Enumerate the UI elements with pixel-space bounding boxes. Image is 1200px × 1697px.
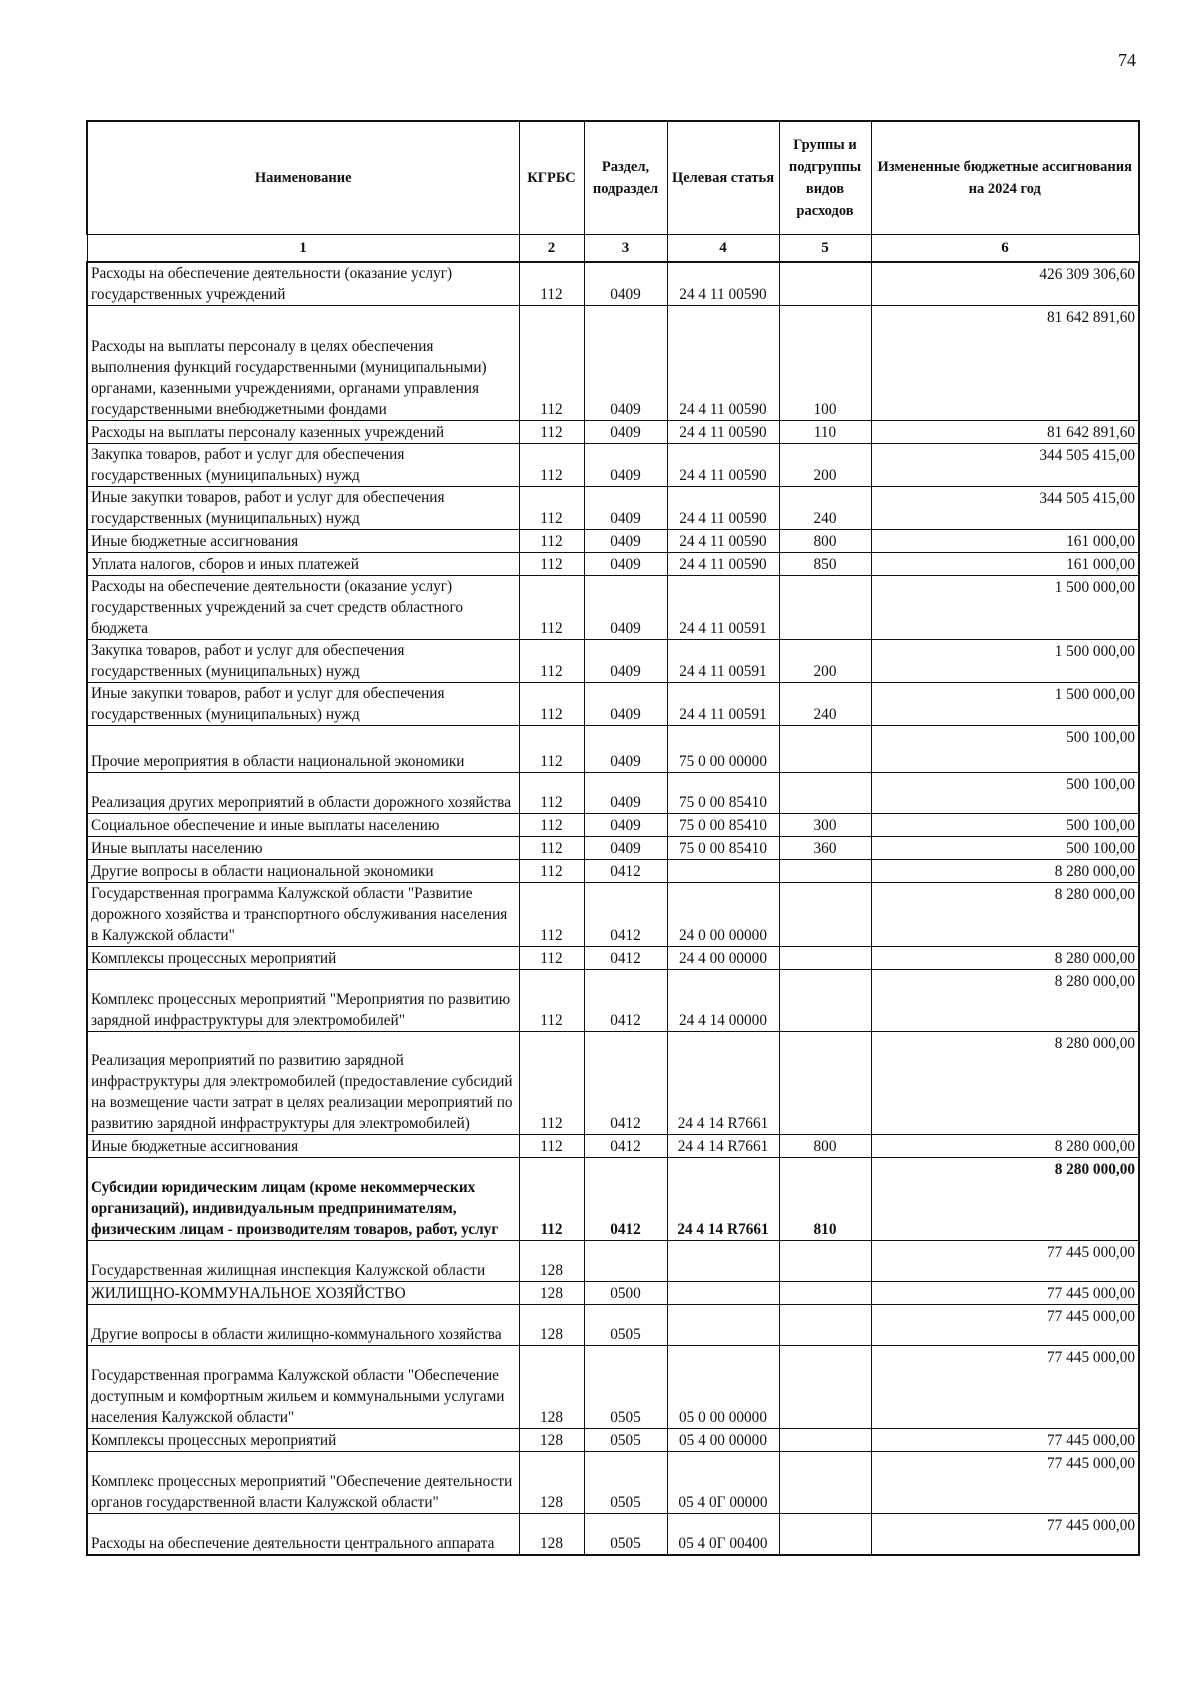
row-article: 75 0 00 85410 — [667, 814, 779, 837]
row-name: Государственная жилищная инспекция Калужской области — [87, 1241, 519, 1282]
row-article: 24 4 14 R7661 — [667, 1135, 779, 1158]
row-amount: 77 445 000,00 — [871, 1514, 1139, 1555]
row-article: 24 4 11 00590 — [667, 262, 779, 306]
table-row — [87, 947, 1139, 970]
row-section: 0505 — [584, 1346, 667, 1429]
row-article: 24 4 11 00591 — [667, 576, 779, 640]
row-kgrbs: 112 — [519, 773, 584, 814]
row-article: 24 4 11 00590 — [667, 421, 779, 444]
header-number: 2 — [519, 235, 584, 263]
row-section: 0412 — [584, 883, 667, 947]
row-section: 0500 — [584, 1282, 667, 1305]
table-row — [87, 1158, 1139, 1241]
table-row — [87, 553, 1139, 576]
row-amount: 161 000,00 — [871, 553, 1139, 576]
row-amount: 77 445 000,00 — [871, 1241, 1139, 1282]
table-row — [87, 444, 1139, 487]
row-section: 0505 — [584, 1514, 667, 1555]
row-group: 800 — [779, 530, 871, 553]
row-amount: 81 642 891,60 — [871, 421, 1139, 444]
header-row — [87, 121, 1139, 235]
row-kgrbs: 112 — [519, 576, 584, 640]
table-row — [87, 1305, 1139, 1346]
page-number: 74 — [1118, 50, 1136, 70]
row-kgrbs: 128 — [519, 1282, 584, 1305]
header-number: 4 — [667, 235, 779, 263]
table-row — [87, 262, 1139, 306]
row-group: 110 — [779, 421, 871, 444]
row-article: 24 4 14 00000 — [667, 970, 779, 1032]
row-name: Закупка товаров, работ и услуг для обеспечения государственных (муниципальных) нужд — [87, 640, 519, 683]
row-amount: 77 445 000,00 — [871, 1346, 1139, 1429]
row-kgrbs: 112 — [519, 306, 584, 421]
row-section: 0412 — [584, 970, 667, 1032]
row-article: 24 4 14 R7661 — [667, 1158, 779, 1241]
row-article — [667, 1241, 779, 1282]
row-amount: 8 280 000,00 — [871, 1135, 1139, 1158]
row-section: 0409 — [584, 530, 667, 553]
row-name: Расходы на обеспечение деятельности (оказание услуг) государственных учреждений за счет средств областного бюджета — [87, 576, 519, 640]
header-amount: Измененные бюджетные ассигнования на 2024 год — [871, 121, 1139, 235]
row-section: 0409 — [584, 553, 667, 576]
table-row — [87, 1135, 1139, 1158]
row-group — [779, 1032, 871, 1135]
table-body — [87, 262, 1139, 1555]
row-article — [667, 1305, 779, 1346]
row-name: Субсидии юридическим лицам (кроме некоммерческих организаций), индивидуальным предпринимателям, физическим лицам - производителям товаров, работ, услуг — [87, 1158, 519, 1241]
row-kgrbs: 128 — [519, 1452, 584, 1514]
row-group — [779, 1452, 871, 1514]
table-row — [87, 306, 1139, 421]
row-name: Иные бюджетные ассигнования — [87, 530, 519, 553]
header-number: 6 — [871, 235, 1139, 263]
row-group — [779, 1282, 871, 1305]
table-row — [87, 1282, 1139, 1305]
row-name: Расходы на выплаты персоналу в целях обеспечения выполнения функций государственными (муниципальными) органами, казенными учреждениями, органами управления государственными внебюджетными фондами — [87, 306, 519, 421]
row-name: Расходы на обеспечение деятельности (оказание услуг) государственных учреждений — [87, 262, 519, 306]
row-article: 24 4 11 00590 — [667, 553, 779, 576]
row-group: 800 — [779, 1135, 871, 1158]
row-group: 240 — [779, 683, 871, 726]
row-name: Комплекс процессных мероприятий "Мероприятия по развитию зарядной инфраструктуры для электромобилей" — [87, 970, 519, 1032]
row-name: Комплексы процессных мероприятий — [87, 947, 519, 970]
table-row — [87, 683, 1139, 726]
table-row — [87, 1429, 1139, 1452]
row-amount: 77 445 000,00 — [871, 1282, 1139, 1305]
row-article: 05 4 00 00000 — [667, 1429, 779, 1452]
row-article: 75 0 00 85410 — [667, 773, 779, 814]
table-row — [87, 640, 1139, 683]
header-name: Наименование — [87, 121, 519, 235]
row-amount: 8 280 000,00 — [871, 883, 1139, 947]
row-amount: 77 445 000,00 — [871, 1429, 1139, 1452]
row-section: 0409 — [584, 576, 667, 640]
row-section: 0409 — [584, 421, 667, 444]
row-kgrbs: 112 — [519, 883, 584, 947]
row-article: 24 4 11 00590 — [667, 487, 779, 530]
row-name: Комплекс процессных мероприятий "Обеспечение деятельности органов государственной власти Калужской области" — [87, 1452, 519, 1514]
row-group — [779, 773, 871, 814]
row-group: 200 — [779, 640, 871, 683]
row-group — [779, 970, 871, 1032]
row-section: 0412 — [584, 1135, 667, 1158]
row-section: 0412 — [584, 860, 667, 883]
header-group: Группы и подгруппы видов расходов — [779, 121, 871, 235]
row-amount: 500 100,00 — [871, 814, 1139, 837]
row-group: 240 — [779, 487, 871, 530]
row-kgrbs: 112 — [519, 1032, 584, 1135]
row-amount: 8 280 000,00 — [871, 1032, 1139, 1135]
row-amount: 8 280 000,00 — [871, 1158, 1139, 1241]
row-group — [779, 860, 871, 883]
row-name: Государственная программа Калужской области "Обеспечение доступным и комфортным жильем и коммунальными услугами населения Калужской области" — [87, 1346, 519, 1429]
row-amount: 344 505 415,00 — [871, 487, 1139, 530]
row-kgrbs: 112 — [519, 262, 584, 306]
row-section: 0409 — [584, 444, 667, 487]
row-group — [779, 1429, 871, 1452]
header-section: Раздел, подраздел — [584, 121, 667, 235]
row-article — [667, 860, 779, 883]
row-section: 0409 — [584, 640, 667, 683]
row-name: Реализация мероприятий по развитию зарядной инфраструктуры для электромобилей (предоставление субсидий на возмещение части затрат в целях реализации мероприятий по развитию зарядной инфраструктуры для электромобилей) — [87, 1032, 519, 1135]
row-name: Иные закупки товаров, работ и услуг для обеспечения государственных (муниципальных) нужд — [87, 487, 519, 530]
row-amount: 426 309 306,60 — [871, 262, 1139, 306]
row-section: 0409 — [584, 306, 667, 421]
row-name: Комплексы процессных мероприятий — [87, 1429, 519, 1452]
row-section: 0412 — [584, 1032, 667, 1135]
row-amount: 1 500 000,00 — [871, 683, 1139, 726]
row-section: 0412 — [584, 1158, 667, 1241]
row-name: Иные закупки товаров, работ и услуг для обеспечения государственных (муниципальных) нужд — [87, 683, 519, 726]
row-name: ЖИЛИЩНО-КОММУНАЛЬНОЕ ХОЗЯЙСТВО — [87, 1282, 519, 1305]
row-name: Иные выплаты населению — [87, 837, 519, 860]
row-article: 24 4 11 00590 — [667, 444, 779, 487]
row-section: 0409 — [584, 262, 667, 306]
row-amount: 8 280 000,00 — [871, 947, 1139, 970]
header-kgrbs: КГРБС — [519, 121, 584, 235]
row-group — [779, 883, 871, 947]
table-row — [87, 837, 1139, 860]
table-row — [87, 1346, 1139, 1429]
row-kgrbs: 112 — [519, 640, 584, 683]
row-article: 05 4 0Г 00400 — [667, 1514, 779, 1555]
row-kgrbs: 128 — [519, 1429, 584, 1452]
row-amount: 344 505 415,00 — [871, 444, 1139, 487]
row-kgrbs: 112 — [519, 683, 584, 726]
row-kgrbs: 112 — [519, 444, 584, 487]
row-amount: 8 280 000,00 — [871, 860, 1139, 883]
row-kgrbs: 128 — [519, 1241, 584, 1282]
header-number: 5 — [779, 235, 871, 263]
row-amount: 161 000,00 — [871, 530, 1139, 553]
row-kgrbs: 112 — [519, 487, 584, 530]
table-row — [87, 814, 1139, 837]
table-row — [87, 1452, 1139, 1514]
row-kgrbs: 112 — [519, 947, 584, 970]
table-row — [87, 530, 1139, 553]
row-kgrbs: 112 — [519, 530, 584, 553]
row-section: 0409 — [584, 487, 667, 530]
row-kgrbs: 112 — [519, 1135, 584, 1158]
row-kgrbs: 112 — [519, 1158, 584, 1241]
row-name: Другие вопросы в области жилищно-коммунального хозяйства — [87, 1305, 519, 1346]
row-article: 24 4 11 00590 — [667, 530, 779, 553]
table-row — [87, 773, 1139, 814]
row-name: Расходы на выплаты персоналу казенных учреждений — [87, 421, 519, 444]
row-section: 0505 — [584, 1452, 667, 1514]
row-name: Реализация других мероприятий в области дорожного хозяйства — [87, 773, 519, 814]
header-number: 1 — [87, 235, 519, 263]
row-section: 0409 — [584, 773, 667, 814]
table-row — [87, 1514, 1139, 1555]
header-number: 3 — [584, 235, 667, 263]
row-group — [779, 1305, 871, 1346]
row-section: 0505 — [584, 1305, 667, 1346]
row-article — [667, 1282, 779, 1305]
row-name: Закупка товаров, работ и услуг для обеспечения государственных (муниципальных) нужд — [87, 444, 519, 487]
table-row — [87, 860, 1139, 883]
row-amount: 500 100,00 — [871, 773, 1139, 814]
row-article: 24 4 00 00000 — [667, 947, 779, 970]
row-group: 360 — [779, 837, 871, 860]
table-row — [87, 883, 1139, 947]
row-kgrbs: 112 — [519, 860, 584, 883]
row-section: 0505 — [584, 1429, 667, 1452]
row-kgrbs: 128 — [519, 1346, 584, 1429]
row-kgrbs: 112 — [519, 553, 584, 576]
row-article: 75 0 00 85410 — [667, 837, 779, 860]
row-section: 0409 — [584, 814, 667, 837]
row-amount: 1 500 000,00 — [871, 576, 1139, 640]
row-section — [584, 1241, 667, 1282]
row-amount: 81 642 891,60 — [871, 306, 1139, 421]
row-amount: 77 445 000,00 — [871, 1305, 1139, 1346]
row-article: 24 4 14 R7661 — [667, 1032, 779, 1135]
row-kgrbs: 128 — [519, 1514, 584, 1555]
row-group: 300 — [779, 814, 871, 837]
row-group: 100 — [779, 306, 871, 421]
table-row — [87, 1032, 1139, 1135]
row-kgrbs: 112 — [519, 421, 584, 444]
row-kgrbs: 128 — [519, 1305, 584, 1346]
row-name: Социальное обеспечение и иные выплаты населению — [87, 814, 519, 837]
row-amount: 77 445 000,00 — [871, 1452, 1139, 1514]
row-group — [779, 262, 871, 306]
budget-table — [86, 120, 1140, 1556]
table-row — [87, 1241, 1139, 1282]
row-section: 0409 — [584, 683, 667, 726]
row-group: 810 — [779, 1158, 871, 1241]
row-group — [779, 726, 871, 773]
header-article: Целевая статья — [667, 121, 779, 235]
table-row — [87, 487, 1139, 530]
table-row — [87, 576, 1139, 640]
row-article: 05 0 00 00000 — [667, 1346, 779, 1429]
row-kgrbs: 112 — [519, 837, 584, 860]
row-section: 0409 — [584, 726, 667, 773]
row-group — [779, 1241, 871, 1282]
row-kgrbs: 112 — [519, 814, 584, 837]
row-group — [779, 1514, 871, 1555]
row-group — [779, 947, 871, 970]
row-name: Уплата налогов, сборов и иных платежей — [87, 553, 519, 576]
row-group — [779, 1346, 871, 1429]
row-name: Иные бюджетные ассигнования — [87, 1135, 519, 1158]
row-amount: 8 280 000,00 — [871, 970, 1139, 1032]
row-article: 24 4 11 00591 — [667, 683, 779, 726]
row-article: 24 4 11 00590 — [667, 306, 779, 421]
row-group: 200 — [779, 444, 871, 487]
table-row — [87, 421, 1139, 444]
header-numbers-row — [87, 235, 1139, 263]
row-amount: 500 100,00 — [871, 726, 1139, 773]
row-kgrbs: 112 — [519, 970, 584, 1032]
row-amount: 1 500 000,00 — [871, 640, 1139, 683]
row-section: 0409 — [584, 837, 667, 860]
row-name: Расходы на обеспечение деятельности центрального аппарата — [87, 1514, 519, 1555]
row-section: 0412 — [584, 947, 667, 970]
row-article: 24 0 00 00000 — [667, 883, 779, 947]
row-name: Другие вопросы в области национальной экономики — [87, 860, 519, 883]
row-name: Государственная программа Калужской области "Развитие дорожного хозяйства и транспортного обслуживания населения в Калужской области" — [87, 883, 519, 947]
table-row — [87, 726, 1139, 773]
row-article: 75 0 00 00000 — [667, 726, 779, 773]
row-kgrbs: 112 — [519, 726, 584, 773]
row-amount: 500 100,00 — [871, 837, 1139, 860]
table-row — [87, 970, 1139, 1032]
row-article: 05 4 0Г 00000 — [667, 1452, 779, 1514]
row-name: Прочие мероприятия в области национальной экономики — [87, 726, 519, 773]
row-article: 24 4 11 00591 — [667, 640, 779, 683]
row-group: 850 — [779, 553, 871, 576]
row-group — [779, 576, 871, 640]
